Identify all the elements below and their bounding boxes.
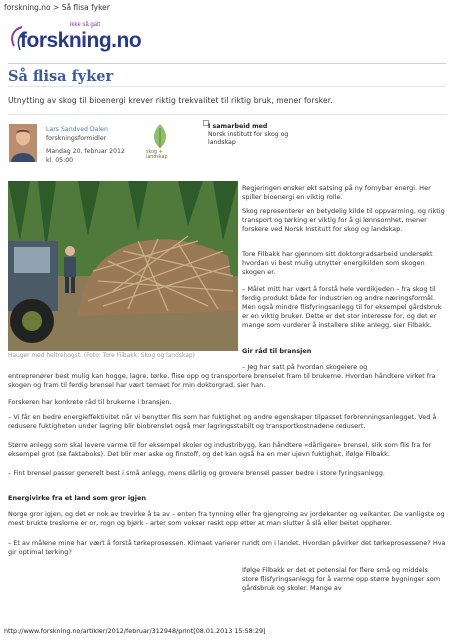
body-paragraph: – Jeg har satt på hvordan skogeiere og <box>242 363 368 371</box>
collaboration-heading: I samarbeid med <box>208 123 268 130</box>
body-paragraph: Ifølge Filbakk er det et potensial for flere små og middels store flisfyringsanlegg for å varme opp større bygninger som gårdsbruk og skoler. Mange av <box>242 566 441 592</box>
body-paragraph: Tore Filbakk har gjennom sitt doktorgradsarbeid undersøkt hvordan vi best mulig utnytter energikilden som skogen skogen er. <box>242 250 433 276</box>
publish-date <box>46 148 125 165</box>
publish-date-line1: Mandag 20. februar 2012 <box>46 148 125 155</box>
photo-caption: Hauger med heltrehogst. (Foto: Tore Filbakk, Skog og landskap) <box>8 353 195 359</box>
author-role: forskningsformidler <box>46 135 107 142</box>
ingress-divider <box>8 114 446 115</box>
body-paragraph: entreprenører best mulig kan hogge, lagre, tørke, flise opp og transportere brenselet fram til brukerne. Hvordan håndtere virket fra skogen og fram til ferdig brensel har vært temaet for min doktorgrad, sier han. <box>8 372 436 389</box>
author-photo <box>9 124 37 162</box>
body-paragraph: – Et av målene mine har vært å forstå tørkeprosessen. Klimaet varierer rundt om i landet. Hvordan påvirker det tørkeprosessene? Hva gir optimal tørking? <box>8 539 446 556</box>
title-divider <box>8 86 446 87</box>
article-ingress: Utnytting av skog til bioenergi krever riktig trekvalitet til riktig bruk, mener forsker. <box>8 96 333 105</box>
body-paragraph: – Vi får en bedre energieffektivitet når vi benytter flis som har fuktighet og andre egenskaper tilpasset forbrenningsanlegget. Ved å redusere fuktigheten under lagring blir biobrenslet også mer lagringsstabilt og transportkostnadene redusert. <box>8 413 437 430</box>
section-subheading: Energivirke fra et land som gror igjen <box>8 494 146 502</box>
body-paragraph: Skog representerer en betydelig kilde til oppvarming, og riktig transport og tørking er viktig for å gi lønnsomhet, mener forskere ved Norsk Institutt for skog og landskap. <box>242 207 445 233</box>
publish-date-line2: kl. 05:00 <box>46 156 74 164</box>
article-title: Så flisa fyker <box>8 68 114 85</box>
article-photo <box>8 181 238 351</box>
body-paragraph: Forskeren har konkrete råd til brukerne i bransjen. <box>8 398 172 406</box>
body-paragraph: Regjeringen ønsker økt satsing på ny fornybar energi. Her spiller bioenergi en viktig rolle. <box>242 184 431 201</box>
author-name[interactable]: Lars Sandved Dalen <box>46 126 108 133</box>
body-paragraph: Større anlegg som skal levere varme til for eksempel skoler og industribygg, kan håndtere «dårligere» brensel, slik som flis fra for eksempel grot (se faktaboks). Det blir mer aske og finstoff, og det kan også ha en mer ujevn fuktighet, ifølge Filbakk. <box>8 441 432 458</box>
logo-tagline: ikke så galt <box>70 22 101 28</box>
breadcrumb: forskning.no > Så flisa fyker <box>4 3 110 12</box>
section-subheading: Gir råd til bransjen <box>242 347 312 355</box>
body-paragraph: Norge gror igjen, og det er nok av trevirke å ta av – enten fra tynning eller fra gjengroing av jordekanter og veikanter. De vanligste og mest brukte treslorne er or, rogn og bjørk - arter som vokser raskt opp etter at man slutter å slå eller beitet opphører. <box>8 510 445 527</box>
body-paragraph: – Målet mitt har vært å forstå hele verdikjeden – fra skog til ferdig produkt både for industrien og andre næringsformål. Men også mindre flisfyringsanlegg til for eksempel gårdsbruk er en viktig bruker. Dette er det stor interesse for, og det er mange som vurderer å installere slike anlegg, sier Filbakk. <box>242 285 442 329</box>
body-paragraph: – Fint brensel passer generelt best i små anlegg, mens dårlig og grovere brensel passer bedre i store fyringsanlegg. <box>8 469 385 477</box>
logo-text: forskning.no <box>20 29 142 52</box>
site-logo[interactable] <box>8 22 158 56</box>
footer-url: http://www.forskning.no/artikler/2012/februar/312948/print[08.01.2013 15:58:29] <box>4 627 266 635</box>
header-divider <box>8 63 446 64</box>
collaboration-partner[interactable]: Norsk institutt for skog og landskap <box>208 131 289 146</box>
partner-logo-label: skog + landskap <box>146 150 168 160</box>
